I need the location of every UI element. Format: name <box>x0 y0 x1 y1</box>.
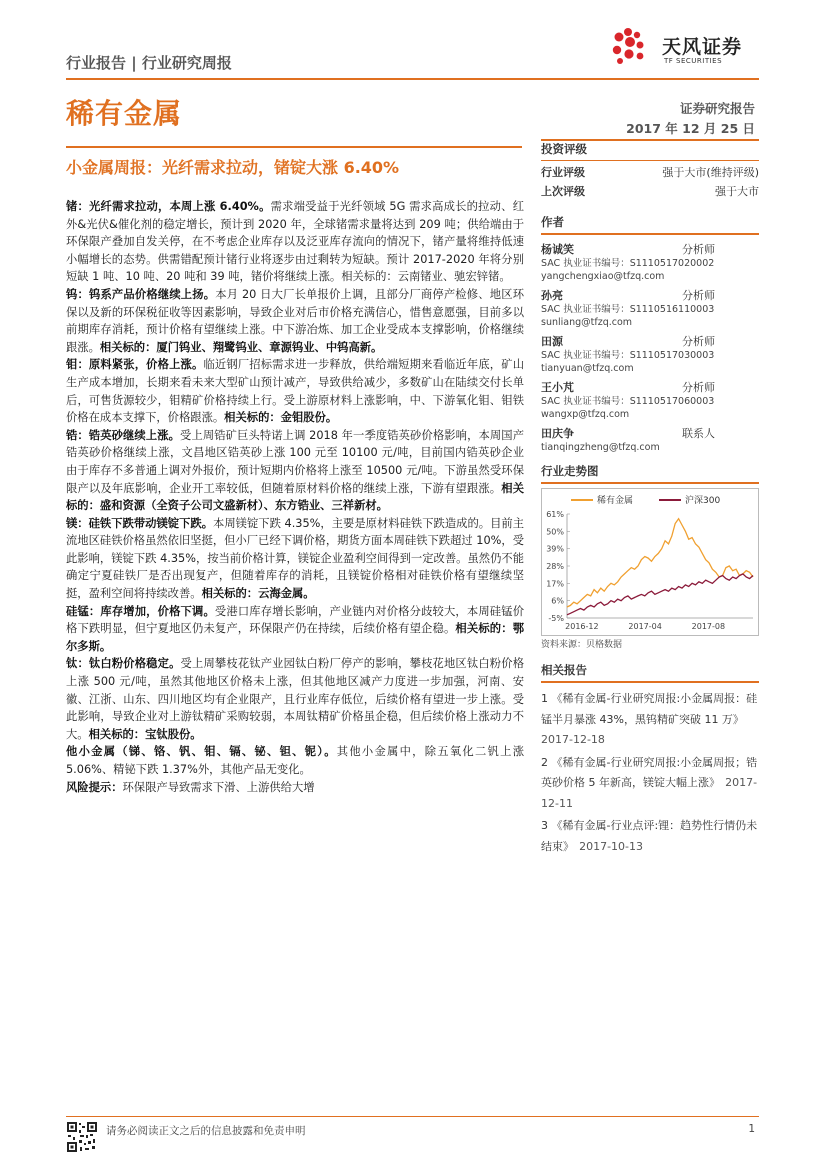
paragraph-lead: 钛：钛白粉价格稳定。 <box>66 657 181 671</box>
rating-value: 强于大市 <box>715 185 759 198</box>
author-email[interactable]: yangchengxiao@tfzq.com <box>541 271 665 282</box>
author-cert: SAC 执业证书编号：S1110517030003 <box>541 350 715 361</box>
paragraph-lead: 锆：锆英砂继续上涨。 <box>66 428 181 442</box>
paragraph-germanium <box>66 198 524 286</box>
author-name-row <box>541 425 759 441</box>
header-divider <box>66 78 759 80</box>
report-body <box>66 198 524 796</box>
author-name: 王小芃 <box>541 381 574 394</box>
author-email[interactable]: tianqingzheng@tfzq.com <box>541 442 660 453</box>
paragraph-text: 其他小金属中，除五氧化二钒上涨 5.06%、精铋下跌 1.37%外，其他产品无变化。 <box>66 745 524 776</box>
rating-key: 上次评级 <box>541 185 585 198</box>
paragraph-related: 相关标的：宝钛股份。 <box>88 727 202 741</box>
paragraph-lead: 风险提示： <box>66 780 123 794</box>
author-entry <box>541 333 759 375</box>
paragraph-related: 相关标的：云海金属。 <box>201 587 315 601</box>
author-role: 分析师 <box>682 243 715 256</box>
paragraph-titanium <box>66 655 524 743</box>
author-role: 分析师 <box>682 289 715 302</box>
author-name: 田庆争 <box>541 427 574 440</box>
author-role: 联系人 <box>682 427 715 440</box>
trend-chart <box>541 488 759 636</box>
chart-source: 资料来源：贝格数据 <box>541 640 623 650</box>
author-cert: SAC 执业证书编号：S1110517060003 <box>541 396 715 407</box>
y-tick-label: 6% <box>551 596 564 606</box>
paragraph-text: 临近钢厂招标需求进一步释放，供给端短期来看临近年底，矿山生产成本增加，长期来看未来大型矿山预计减产，导致供给减少，多数矿山在陆续交付长单后，可售货源较少，钼精矿价格持续上行。受上游原材料上涨影响，中、下游氧化钼、钼铁价格在成本支撑下，价格跟涨。 <box>66 358 524 425</box>
paragraph-lead: 钨：钨系产品价格继续上扬。 <box>66 287 216 301</box>
y-tick-label: 39% <box>546 544 564 554</box>
trend-heading: 行业走势图 <box>541 463 759 484</box>
paragraph-zirconium <box>66 427 524 515</box>
related-item[interactable] <box>541 814 759 855</box>
qr-code-icon <box>66 1121 98 1153</box>
paragraph-text: 本周镁锭下跌 4.35%，主要是原材料硅铁下跌造成的。目前主流地区硅铁价格虽然依旧坚挺，但小厂已经下调价格，期货方面本周硅铁下跌超过 10%，受此影响，镁锭下跌 4.35%，按当前价格计算，镁锭企业盈利空间得到一定改善。虽然仍不能确定宁夏硅铁厂是否出现复产，但随着库存的消耗，且镁锭价格相对硅铁价格有望继续坚挺，盈利空间将持续改善。 <box>66 516 524 601</box>
y-tick-label: 50% <box>546 527 564 537</box>
y-tick-label: -5% <box>548 614 564 623</box>
legend-label: 沪深300 <box>685 496 721 506</box>
author-name-row <box>541 379 759 395</box>
related-date: 2017-12-18 <box>541 733 605 746</box>
report-title: 小金属周报：光纤需求拉动，锗锭大涨 6.40% <box>66 158 400 177</box>
author-cert: SAC 执业证书编号：S1110517020002 <box>541 258 715 269</box>
y-tick-label: 17% <box>546 579 564 589</box>
paragraph-related: 相关标的：厦门钨业、翔鹭钨业、章源钨业、中钨高新。 <box>99 340 383 354</box>
author-name-row <box>541 241 759 257</box>
related-date: 2017-10-13 <box>579 839 644 853</box>
paragraph-text: 环保限产导致需求下滑、上游供给大增 <box>122 780 315 794</box>
rating-row <box>541 182 759 201</box>
paragraph-text: 本月 20 日大厂长单报价上调，且部分厂商停产检修、地区环保以及新的环保税征收等因素影响，导致企业对后市价格充满信心，惜售意愿强，目前多以前期库存消耗，预计价格有望继续上涨。中下游冶炼、加工企业受成本支撑影响，价格继续跟涨。 <box>66 287 524 354</box>
paragraph-lead: 镁：硅铁下跌带动镁锭下跌。 <box>66 516 214 530</box>
y-tick-label: 61% <box>546 510 564 519</box>
x-tick-label: 2016-12 <box>565 622 599 631</box>
paragraph-magnesium <box>66 515 524 603</box>
related-item[interactable] <box>541 751 759 813</box>
paragraph-lead: 钼：原料紧张，价格上涨。 <box>66 358 204 372</box>
y-tick-label: 28% <box>546 562 564 571</box>
x-tick-label: 2017-08 <box>691 622 726 631</box>
report-category: 行业报告 | 行业研究周报 <box>66 54 232 72</box>
title-divider <box>66 146 522 148</box>
author-entry <box>541 241 759 283</box>
company-logo <box>608 26 768 70</box>
authors-heading: 作者 <box>541 214 759 235</box>
footer-divider <box>66 1116 759 1117</box>
logo-text-en: TF SECURITIES <box>664 57 723 65</box>
rating-key: 行业评级 <box>541 166 585 179</box>
rating-heading: 投资评级 <box>541 141 759 161</box>
author-name: 杨诚笑 <box>541 243 574 256</box>
paragraph-lead: 锗：光纤需求拉动，本周上涨 6.40%。 <box>66 200 271 213</box>
related-title[interactable]: 2 《稀有金属-行业研究周报:小金属周报；锆英砂价格 5 年新高，镁锭大幅上涨》 <box>541 755 758 789</box>
author-role: 分析师 <box>682 335 715 348</box>
author-email[interactable]: sunliang@tfzq.com <box>541 317 633 328</box>
rating-row <box>541 163 759 182</box>
author-entry <box>541 425 759 454</box>
sector-title: 稀有金属 <box>66 97 183 130</box>
paragraph-text: 需求端受益于光纤领域 5G 需求高成长的拉动、红外&光伏&催化剂的稳定增长，预计到 2020 年，全球锗需求量将达到 209 吨；供给端由于环保限产叠加自发关停，在不考虑企业库存以及泛亚库存流向的情况下，锗产量将维持低速小幅增长的态势。供需错配预计锗行业将逐步由过剩转为短缺。预计 2017-2020 年将分别短缺 1 吨、10 吨、20 吨和 39 吨，锗价将继续上涨。相关标的：云南锗业、驰宏锌锗。 <box>66 200 524 284</box>
paragraph-tungsten <box>66 286 524 356</box>
paragraph-risk <box>66 779 524 797</box>
related-section <box>541 662 759 855</box>
paragraph-text: 受上周攀枝花钛产业园钛白粉厂停产的影响，攀枝花地区钛白粉价格上涨 500 元/吨，虽然其他地区价格未上涨，但其他地区减产力度进一步加强，河南、安徽、江浙、山东、四川地区均有企业限产，且行业库存低位，后续价格有望进一步上涨。受此影响，导致企业对上游钛精矿采购较弱，本周钛精矿价格虽企稳，但后续价格上涨动力不大。 <box>66 657 524 741</box>
report-date: 2017 年 12 月 25 日 <box>626 121 755 136</box>
paragraph-silicomanganese <box>66 603 524 656</box>
related-title[interactable]: 1 《稀有金属-行业研究周报:小金属周报：硅锰半月暴涨 43%，黑钨精矿突破 11 万》 <box>541 692 758 726</box>
logo-mark-icon <box>608 26 648 66</box>
author-name: 田源 <box>541 335 563 348</box>
author-name: 孙亮 <box>541 289 563 302</box>
page-number: 1 <box>748 1123 755 1135</box>
chart-frame <box>542 489 759 636</box>
paragraph-related: 相关标的：鄂尔多斯。 <box>66 622 524 653</box>
rating-section <box>541 141 759 201</box>
paragraph-other-metals <box>66 743 524 778</box>
related-item[interactable] <box>541 687 759 749</box>
legend-label: 稀有金属 <box>597 496 634 506</box>
paragraph-text: 受上周锆矿巨头特诺上调 2018 年一季度锆英砂价格影响，本周国产锆英砂价格继续上涨，文昌地区锆英砂上涨 100 元至 10100 元/吨，目前国内锆英砂企业由于库存不多普通上调对外报价，预计短期内价格将上涨至 10500 元/吨。下游虽然受环保限产以及年底影响，企业开工率较低，但随着原材料价格的继续上涨，下游有望跟涨。 <box>66 428 524 495</box>
author-entry <box>541 379 759 421</box>
paragraph-molybdenum <box>66 356 524 426</box>
paragraph-related: 相关标的：盛和资源（全资子公司文盛新材）、东方锆业、三祥新材。 <box>66 481 524 513</box>
author-name-row <box>541 287 759 303</box>
paragraph-text: 受港口库存增长影响，产业链内对价格分歧较大，本周硅锰价格下跌明显，但宁夏地区仍未复产，环保限产仍在持续，后续价格有望企稳。 <box>66 604 524 636</box>
related-title[interactable]: 3 《稀有金属-行业点评:锂：趋势性行情仍未结束》 <box>541 819 758 853</box>
author-name-row <box>541 333 759 349</box>
paragraph-lead: 他小金属（锑、铬、钒、钼、镉、铋、钽、铌）。 <box>66 745 337 759</box>
paragraph-related: 相关标的：金钼股份。 <box>224 411 338 425</box>
author-role: 分析师 <box>682 381 715 394</box>
x-tick-label: 2017-04 <box>628 622 662 631</box>
author-email[interactable]: wangxp@tfzq.com <box>541 409 630 420</box>
author-email[interactable]: tianyuan@tfzq.com <box>541 363 634 374</box>
trend-section <box>541 463 759 650</box>
rating-value: 强于大市(维持评级) <box>662 166 759 179</box>
author-entry <box>541 287 759 329</box>
author-cert: SAC 执业证书编号：S1110516110003 <box>541 304 715 315</box>
related-heading: 相关报告 <box>541 662 759 683</box>
report-type: 证券研究报告 <box>679 101 755 116</box>
paragraph-lead: 硅锰：库存增加，价格下调。 <box>66 604 215 618</box>
footer-disclaimer: 请务必阅读正文之后的信息披露和免责申明 <box>106 1125 306 1137</box>
authors-section <box>541 214 759 454</box>
related-date: 2017-12-11 <box>541 776 758 810</box>
logo-text-cn: 天风证券 <box>662 36 743 58</box>
